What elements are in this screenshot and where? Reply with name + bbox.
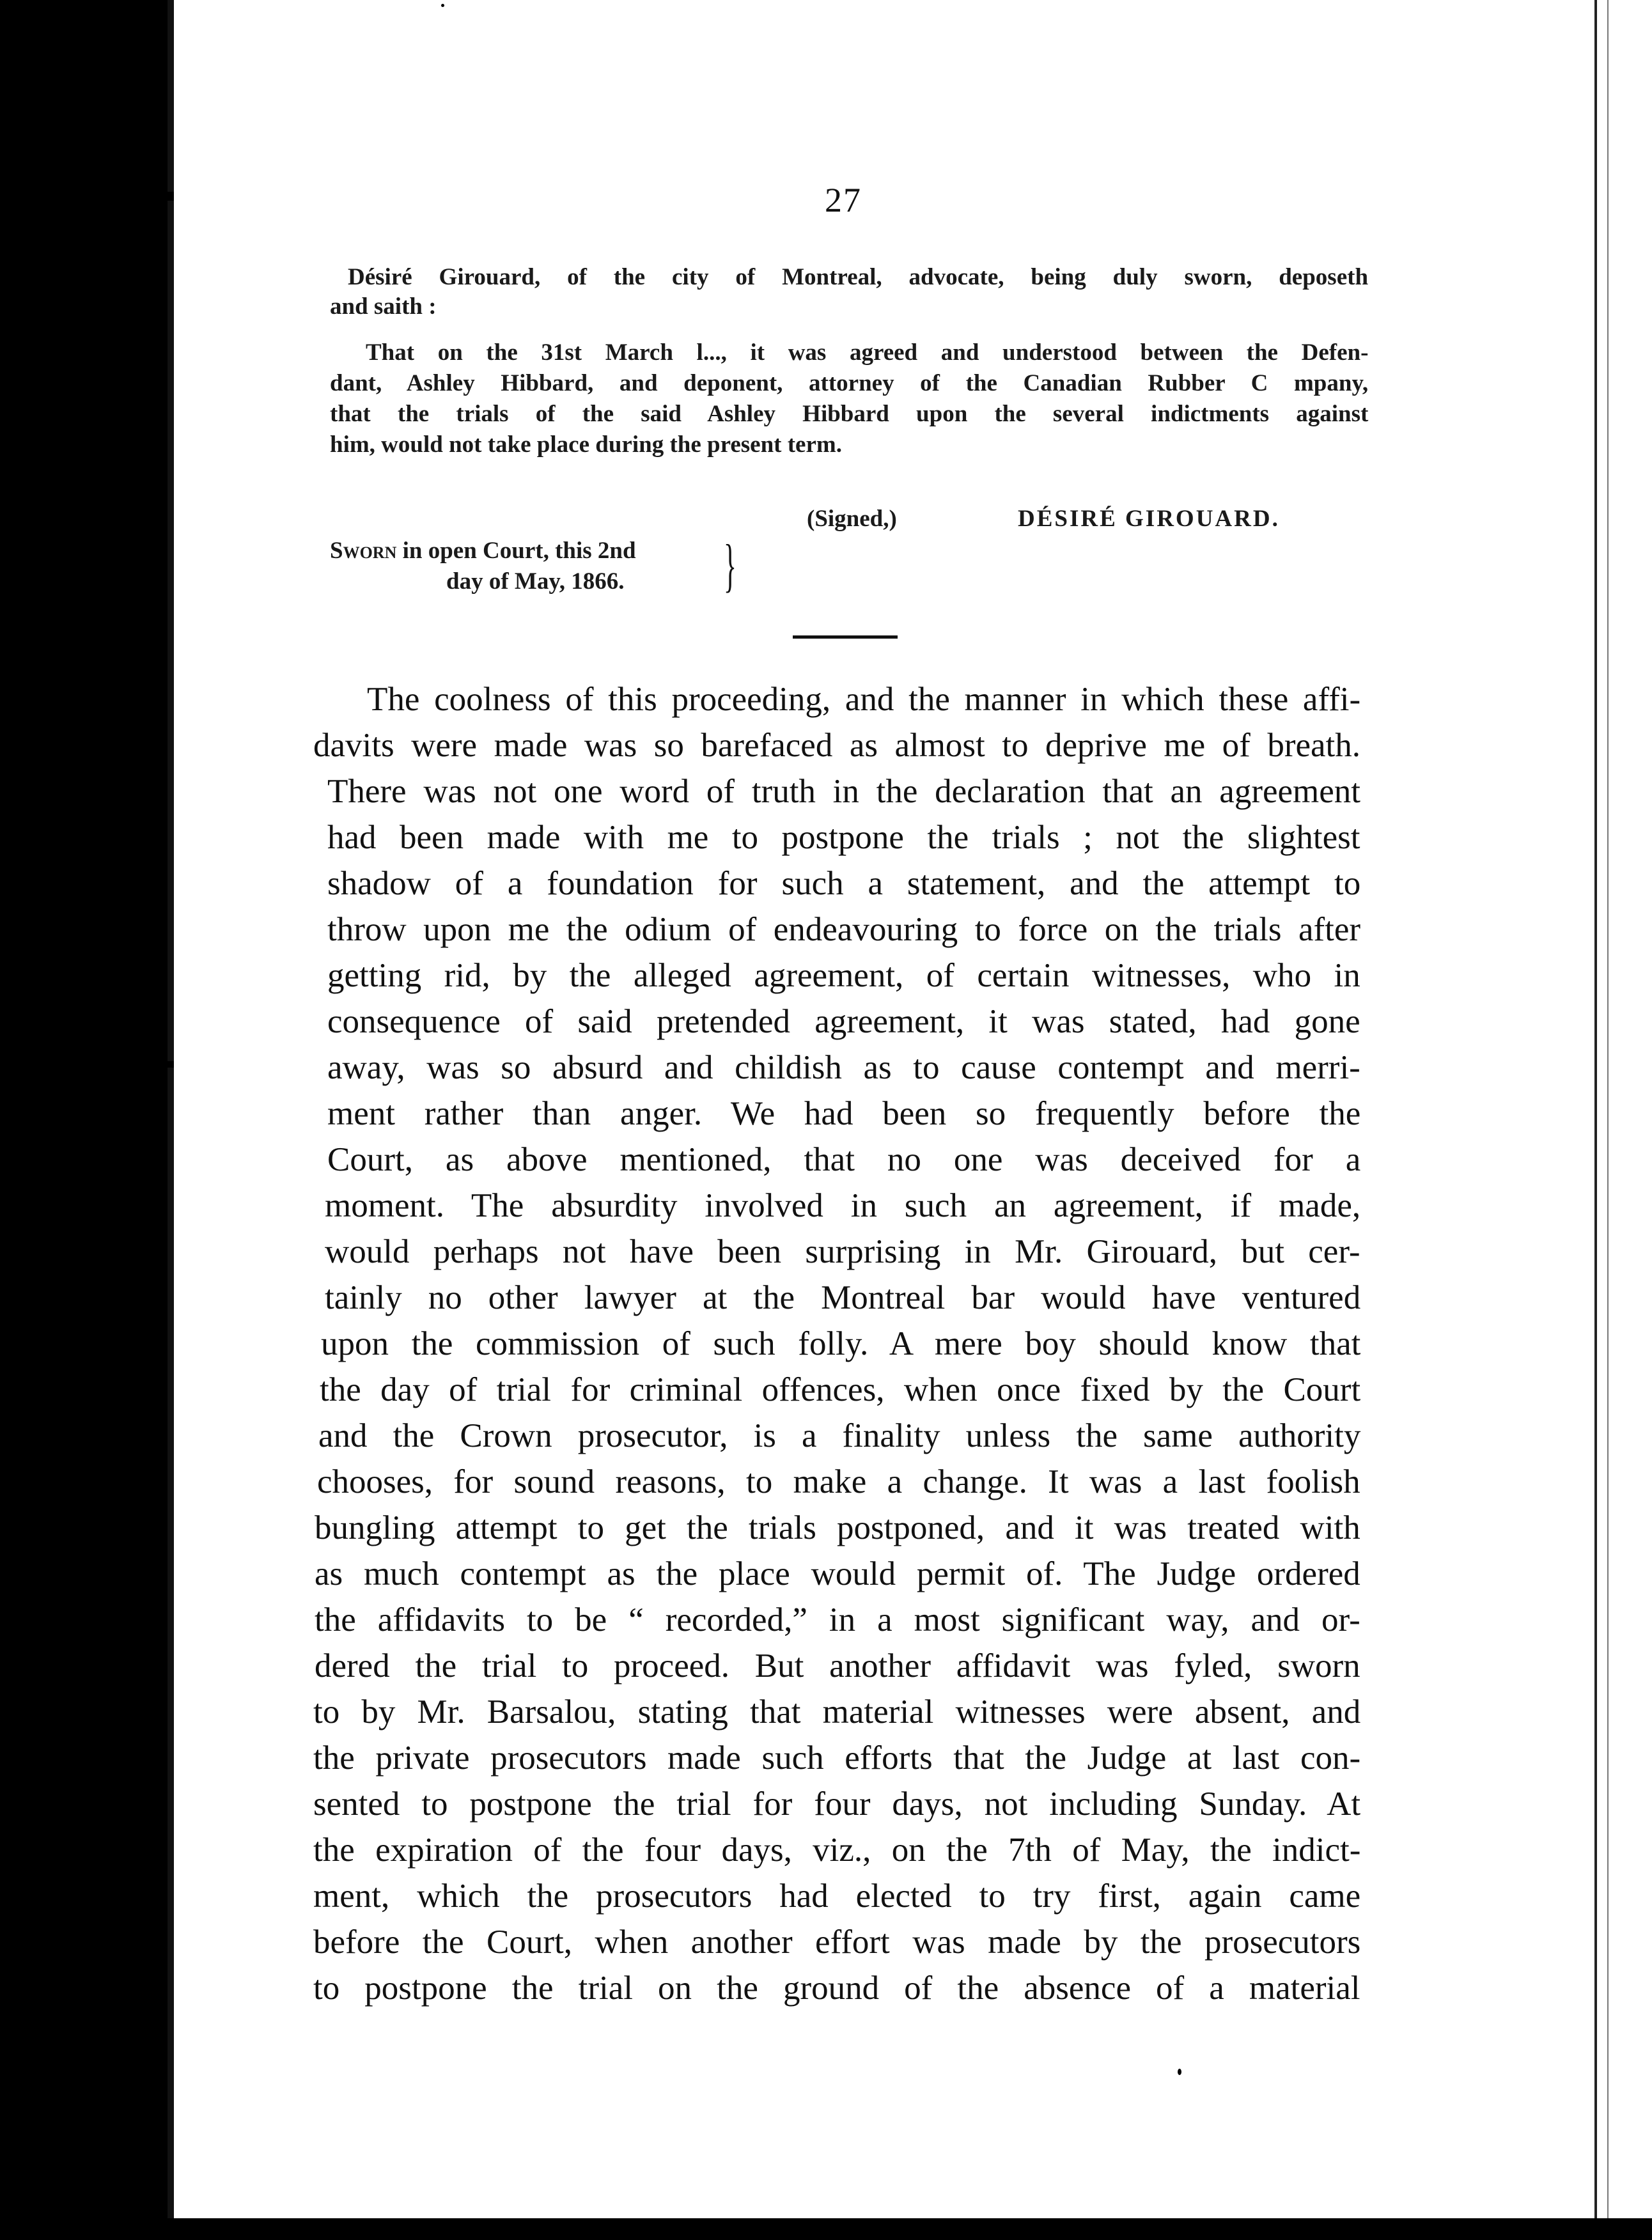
sworn-statement: [330, 537, 636, 564]
body-line: the expiration of the four days, viz., on the 7th of May, the indict-: [313, 1832, 1361, 1869]
body-line: dered the trial to proceed. But another affidavit was fyled, sworn: [315, 1647, 1360, 1684]
body-line: shadow of a foundation for such a statement, and the attempt to: [327, 865, 1361, 902]
affidavit-line: that the trials of the said Ashley Hibbard upon the several indictments against: [330, 401, 1369, 427]
body-line: There was not one word of truth in the declaration that an agreement: [327, 773, 1361, 810]
body-line: upon the commission of such folly. A mere boy should know that: [321, 1325, 1361, 1362]
sworn-word: Sworn: [330, 538, 397, 564]
body-line: as much contempt as the place would permit of. The Judge ordered: [315, 1555, 1360, 1592]
scan-right-edge: [1594, 0, 1597, 2218]
brace-glyph: }: [724, 533, 736, 598]
affidavit-line: That on the 31st March l..., it was agreed and understood between the Defen-: [366, 339, 1369, 366]
body-line: and the Crown prosecutor, is a finality unless the same authority: [318, 1417, 1361, 1454]
body-line: the private prosecutors made such efforts that the Judge at last con-: [313, 1739, 1361, 1777]
body-line: davits were made was so barefaced as almost to deprive me of breath.: [313, 727, 1361, 764]
body-line: bungling attempt to get the trials postponed, and it was treated with: [315, 1509, 1360, 1546]
affidavit-line: Désiré Girouard, of the city of Montreal, advocate, being duly sworn, deposeth: [348, 264, 1369, 290]
signed-label: (Signed,): [807, 506, 897, 532]
scan-bottom-border: [0, 2218, 1652, 2240]
affidavit-line: dant, Ashley Hibbard, and deponent, attorney of the Canadian Rubber C mpany,: [330, 370, 1369, 396]
body-line: away, was so absurd and childish as to cause contempt and merri-: [327, 1049, 1360, 1086]
body-line: tainly no other lawyer at the Montreal bar would have ventured: [325, 1279, 1361, 1316]
scan-left-border: [0, 0, 174, 2240]
body-line: consequence of said pretended agreement, it was stated, had gone: [327, 1003, 1360, 1040]
scan-speck: [441, 4, 444, 7]
body-line: The coolness of this proceeding, and the manner in which these affi-: [367, 681, 1361, 718]
body-line: would perhaps not have been surprising in Mr. Girouard, but cer-: [325, 1233, 1360, 1270]
body-line: the day of trial for criminal offences, when once fixed by the Court: [320, 1371, 1361, 1408]
section-divider: [793, 635, 898, 639]
signature-name: DÉSIRÉ GIROUARD.: [1018, 506, 1280, 532]
body-line: ment rather than anger. We had been so frequently before the: [327, 1095, 1361, 1132]
body-line: ment, which the prosecutors had elected to try first, again came: [313, 1878, 1361, 1915]
body-line: throw upon me the odium of endeavouring to force on the trials after: [327, 911, 1361, 948]
affidavit-line: and saith :: [330, 293, 437, 320]
body-line: getting rid, by the alleged agreement, of certain witnesses, who in: [327, 957, 1360, 994]
body-line: to postpone the trial on the ground of the absence of a material: [313, 1970, 1360, 2007]
page-number: 27: [825, 181, 862, 219]
body-line: the affidavits to be “ recorded,” in a most significant way, and or-: [315, 1601, 1360, 1638]
body-line: sented to postpone the trial for four days, not including Sunday. At: [313, 1785, 1361, 1823]
body-line: had been made with me to postpone the trials ; not the slightest: [327, 819, 1360, 856]
scan-right-edge-faint: [1607, 0, 1609, 2218]
scan-left-edge: [168, 0, 174, 2240]
body-line: chooses, for sound reasons, to make a change. It was a last foolish: [317, 1463, 1360, 1500]
scan-speck: [1178, 2069, 1181, 2075]
affidavit-line: him, would not take place during the present term.: [330, 432, 842, 458]
sworn-rest: in open Court, this 2nd: [396, 538, 636, 564]
sworn-date: day of May, 1866.: [446, 568, 625, 595]
body-line: before the Court, when another effort was made by the prosecutors: [313, 1924, 1361, 1961]
body-line: to by Mr. Barsalou, stating that material witnesses were absent, and: [313, 1693, 1361, 1731]
body-line: moment. The absurdity involved in such an agreement, if made,: [325, 1187, 1361, 1224]
body-line: Court, as above mentioned, that no one was deceived for a: [327, 1141, 1361, 1178]
